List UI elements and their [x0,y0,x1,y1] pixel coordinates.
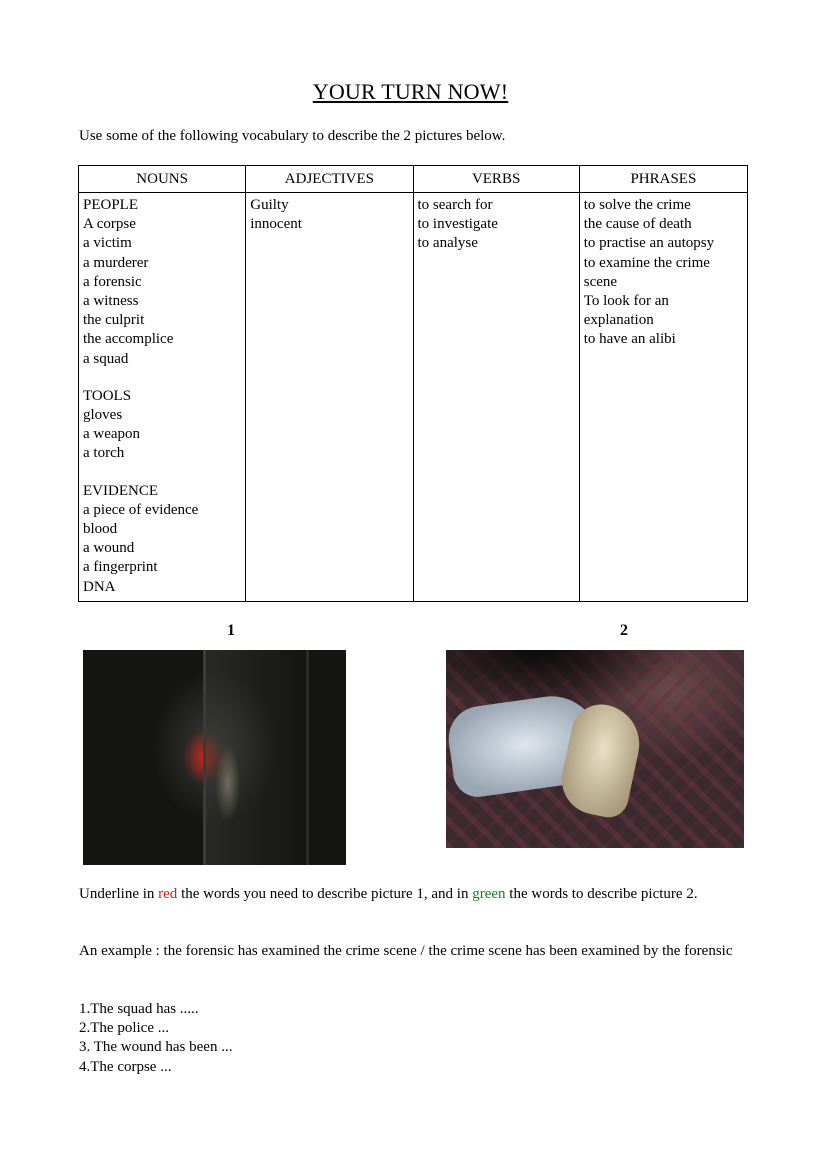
intro-text: Use some of the following vocabulary to describe the 2 pictures below. [79,128,506,144]
noun-item: a witness [83,293,139,310]
picture-1-crime-scene-photo [83,650,346,865]
door-shape [203,650,309,865]
exercise-item: 2.The police ... [79,1020,169,1037]
noun-item: a weapon [83,426,141,443]
noun-item: DNA [83,578,116,595]
spacer [83,464,241,482]
phrase-item: scene [583,273,618,290]
header-verbs: VERBS [413,166,579,193]
red-word: red [158,886,178,902]
header-adjectives: ADJECTIVES [246,166,413,193]
nouns-cell [79,193,246,602]
spacer [83,369,241,387]
phrase-item: to practise an autopsy [583,235,715,252]
instruction-part: Underline in [79,886,159,902]
header-phrases: PHRASES [579,166,747,193]
verb-item: to analyse [417,235,478,252]
verbs-cell [413,193,579,602]
adjectives-cell [246,193,413,602]
noun-item: a squad [83,350,129,367]
tools-heading: TOOLS [83,387,132,404]
noun-item: the accomplice [83,331,174,348]
picture-2-gloved-hand-photo [446,650,744,848]
noun-item: A corpse [83,216,136,233]
noun-item: a piece of evidence [83,501,199,518]
exercise-item: 4.The corpse ... [79,1058,172,1075]
noun-item: a torch [83,445,125,462]
noun-item: a forensic [83,273,142,290]
verb-item: to investigate [417,216,498,233]
example-text: An example : the forensic has examined the crime scene / the crime scene has been examined by the forensic [79,943,733,959]
adjective-item: innocent [250,216,302,233]
noun-item: the culprit [83,312,145,329]
picture-2-label: 2 [620,622,628,639]
noun-item: blood [83,521,118,538]
page-title: YOUR TURN NOW! [312,79,509,104]
phrases-cell [579,193,747,602]
noun-item: a fingerprint [83,559,158,576]
adjective-item: Guilty [250,197,289,213]
verb-item: to search for [417,197,493,213]
exercise-list [79,1000,232,1077]
instruction-part: the words to describe picture 2. [505,886,698,902]
instruction-part: the words you need to describe picture 1, and in [177,886,473,902]
picture-1-label: 1 [227,622,235,639]
phrase-item: explanation [583,312,654,329]
exercise-item: 3. The wound has been ... [79,1039,233,1056]
exercise-item: 1.The squad has ..... [79,1001,199,1017]
noun-item: a victim [83,235,132,252]
noun-item: gloves [83,407,123,424]
phrase-item: the cause of death [583,216,692,233]
phrase-item: to have an alibi [583,331,676,348]
header-nouns: NOUNS [79,166,246,193]
phrase-item: To look for an [583,293,669,310]
green-word: green [472,886,506,902]
phrase-item: to examine the crime [583,254,710,271]
noun-item: a murderer [83,254,149,271]
noun-item: a wound [83,540,135,557]
phrase-item: to solve the crime [583,197,691,213]
people-heading: PEOPLE [83,197,139,213]
evidence-heading: EVIDENCE [83,482,158,499]
instruction-text [79,885,754,904]
vocabulary-table [78,165,748,602]
